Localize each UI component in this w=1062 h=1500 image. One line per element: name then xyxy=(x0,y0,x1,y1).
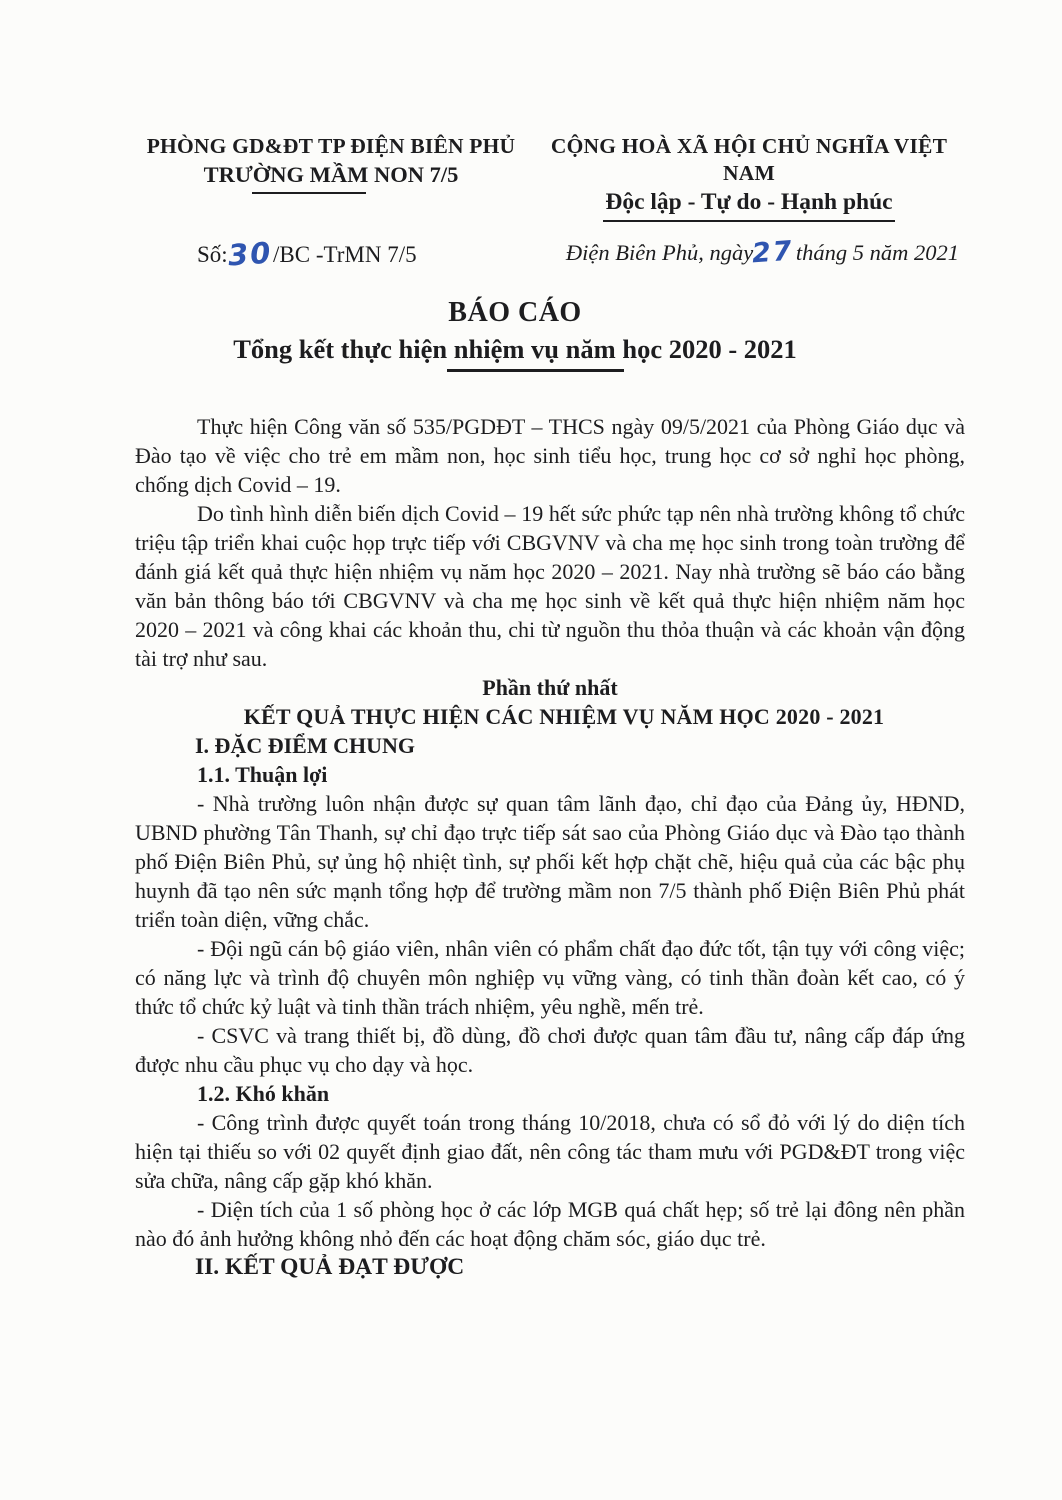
paragraph: - CSVC và trang thiết bị, đồ dùng, đồ chơi được quan tâm đầu tư, nâng cấp đáp ứng được nhu cầu phục vụ cho dạy và học. xyxy=(135,1022,965,1077)
paragraph: - Công trình được quyết toán trong tháng 10/2018, chưa có sổ đỏ với lý do diện tích hiện tại thiếu so với 02 quyết định giao đất, nên công tác tham mưu với PGD&ĐT trong việc sửa chữa, nâng cấp gặp khó khăn. xyxy=(135,1109,965,1193)
date-prefix: Điện Biên Phủ, ngày xyxy=(565,240,754,265)
national-motto: Độc lập - Tự do - Hạnh phúc xyxy=(603,187,894,222)
org-underline-rule xyxy=(252,192,366,194)
subsection-heading-1-1: 1.1. Thuận lợi xyxy=(197,761,328,787)
section-heading-ii: II. KẾT QUẢ ĐẠT ĐƯỢC xyxy=(195,1253,465,1280)
doc-number-prefix: Số: xyxy=(197,242,228,267)
handwritten-day: 27 xyxy=(751,235,795,270)
part-heading: Phần thứ nhất xyxy=(482,674,618,700)
document-number-line xyxy=(197,235,417,272)
subsection-heading-1-2: 1.2. Khó khăn xyxy=(197,1080,330,1106)
document-title-block xyxy=(100,296,930,372)
part-title-heading: KẾT QUẢ THỰC HIỆN CÁC NHIỆM VỤ NĂM HỌC 2020 - 2021 xyxy=(243,703,885,729)
section-heading-i: I. ĐẶC ĐIỂM CHUNG xyxy=(195,732,415,758)
national-motto-block xyxy=(533,133,965,222)
paragraph: - Diện tích của 1 số phòng học ở các lớp MGB quá chất hẹp; số trẻ lại đông nên phần nào đó ảnh hưởng không nhỏ đến các hoạt động chăm sóc, giáo dục trẻ. xyxy=(135,1196,965,1251)
paragraph: Do tình hình diễn biến dịch Covid – 19 hết sức phức tạp nên nhà trường không tổ chức triệu tập triển khai cuộc họp trực tiếp với CBGVNV và cha mẹ học sinh trong toàn trường để đánh giá kết quả thực hiện nhiệm vụ năm học 2020 – 2021. Nay nhà trường sẽ báo cáo bằng văn bản thông báo tới CBGVNV và cha mẹ học sinh về kết quả thực hiện nhiệm năm học 2020 – 2021 và công khai các khoản thu, chi từ nguồn thu thỏa thuận và các khoản vận động tài trợ như sau. xyxy=(135,500,965,671)
document-meta-row xyxy=(135,235,965,272)
org-school-name: TRƯỜNG MẦM NON 7/5 xyxy=(203,162,459,187)
document-content xyxy=(135,133,965,1282)
paragraph: - Nhà trường luôn nhận được sự quan tâm lãnh đạo, chỉ đạo của Đảng ủy, HĐND, UBND phường Tân Thanh, sự chỉ đạo trực tiếp sát sao của Phòng Giáo dục và Đào tạo thành phố Điện Biên Phủ, sự ủng hộ nhiệt tình, sự phối kết hợp chặt chẽ, hiệu quả của các bậc phụ huynh đã tạo nên sức mạnh tổng hợp để trường mầm non 7/5 thành phố Điện Biên Phủ phát triển toàn diện, vững chắc. xyxy=(135,790,965,932)
handwritten-doc-number: 30 xyxy=(226,235,274,273)
paragraph: Thực hiện Công văn số 535/PGDĐT – THCS ngày 09/5/2021 của Phòng Giáo dục và Đào tạo về việc cho trẻ em mầm non, học sinh tiểu học, trung học cơ sở nghỉ học phòng, chống dịch Covid – 19. xyxy=(135,413,965,497)
document-title: BÁO CÁO xyxy=(448,297,582,328)
date-suffix: tháng 5 năm 2021 xyxy=(795,240,959,265)
document-body xyxy=(135,412,965,1282)
document-subtitle: Tổng kết thực hiện nhiệm vụ năm học 2020 - 2021 xyxy=(233,334,797,364)
title-underline-rule xyxy=(447,369,624,372)
document-header xyxy=(135,133,965,222)
doc-number-suffix: /BC -TrMN 7/5 xyxy=(273,242,417,267)
place-date-line xyxy=(566,235,959,272)
paragraph: - Đội ngũ cán bộ giáo viên, nhân viên có phẩm chất đạo đức tốt, tận tụy với công việc; có năng lực và trình độ chuyên môn nghiệp vụ vững vàng, có tinh thần đoàn kết cao, có ý thức tổ chức kỷ luật và tinh thần trách nhiệm, yêu nghề, mến trẻ. xyxy=(135,935,965,1019)
org-parent-name: PHÒNG GD&ĐT TP ĐIỆN BIÊN PHỦ xyxy=(146,134,516,158)
national-title: CỘNG HOÀ XÃ HỘI CHỦ NGHĨA VIỆT NAM xyxy=(550,134,948,185)
issuing-org-block xyxy=(135,133,527,194)
